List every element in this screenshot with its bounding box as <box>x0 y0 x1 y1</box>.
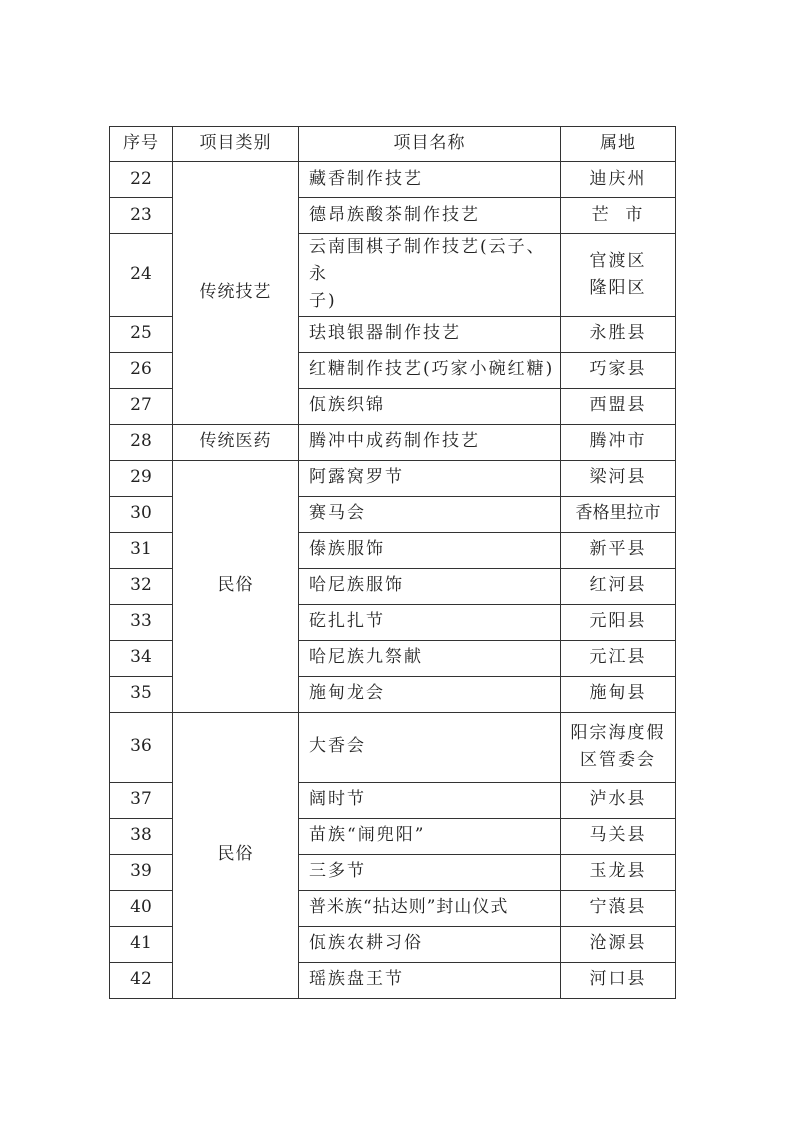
project-name: 佤族织锦 <box>299 388 561 424</box>
project-name: 腾冲中成药制作技艺 <box>299 424 561 460</box>
row-index: 34 <box>110 640 173 676</box>
header-project-name: 项目名称 <box>299 127 561 162</box>
row-index: 33 <box>110 604 173 640</box>
locality: 梁河县 <box>561 460 676 496</box>
locality-line: 区管委会 <box>580 750 656 771</box>
row-index: 30 <box>110 496 173 532</box>
locality: 芒 市 <box>561 198 676 234</box>
locality-line: 阳宗海度假 <box>570 722 666 743</box>
row-index: 41 <box>110 926 173 962</box>
locality: 腾冲市 <box>561 424 676 460</box>
locality: 玉龙县 <box>561 854 676 890</box>
table-row <box>110 424 676 460</box>
locality <box>561 712 676 782</box>
locality: 施甸县 <box>561 676 676 712</box>
row-index: 22 <box>110 162 173 198</box>
row-index: 24 <box>110 234 173 317</box>
locality: 新平县 <box>561 532 676 568</box>
project-name: 哈尼族服饰 <box>299 568 561 604</box>
project-name-line: 子) <box>309 291 337 312</box>
row-index: 26 <box>110 352 173 388</box>
header-locality: 属地 <box>561 127 676 162</box>
locality: 沧源县 <box>561 926 676 962</box>
table-row <box>110 712 676 782</box>
row-index: 36 <box>110 712 173 782</box>
project-name-line: 云南围棋子制作技艺(云子、永 <box>309 237 546 285</box>
locality: 西盟县 <box>561 388 676 424</box>
row-index: 40 <box>110 890 173 926</box>
row-index: 37 <box>110 782 173 818</box>
project-name: 瑶族盘王节 <box>299 962 561 998</box>
category-cell: 民俗 <box>173 460 299 712</box>
project-name: 德昂族酸茶制作技艺 <box>299 198 561 234</box>
project-name: 普米族“拈达则”封山仪式 <box>299 890 561 926</box>
row-index: 39 <box>110 854 173 890</box>
row-index: 42 <box>110 962 173 998</box>
project-name: 三多节 <box>299 854 561 890</box>
project-name <box>299 234 561 317</box>
locality: 宁蒗县 <box>561 890 676 926</box>
locality-line: 官渡区 <box>589 250 647 271</box>
project-name: 施甸龙会 <box>299 676 561 712</box>
row-index: 23 <box>110 198 173 234</box>
heritage-project-table <box>109 126 676 999</box>
project-name: 佤族农耕习俗 <box>299 926 561 962</box>
row-index: 28 <box>110 424 173 460</box>
header-index: 序号 <box>110 127 173 162</box>
locality-line: 隆阳区 <box>589 277 647 298</box>
row-index: 27 <box>110 388 173 424</box>
table-header-row <box>110 127 676 162</box>
row-index: 31 <box>110 532 173 568</box>
project-name: 阿露窝罗节 <box>299 460 561 496</box>
project-name: 哈尼族九祭献 <box>299 640 561 676</box>
category-cell: 传统医药 <box>173 424 299 460</box>
table-row <box>110 460 676 496</box>
project-name: 矻扎扎节 <box>299 604 561 640</box>
locality: 香格里拉市 <box>561 496 676 532</box>
locality <box>561 234 676 317</box>
project-name: 傣族服饰 <box>299 532 561 568</box>
locality: 马关县 <box>561 818 676 854</box>
project-name: 苗族“闹兜阳” <box>299 818 561 854</box>
project-name: 藏香制作技艺 <box>299 162 561 198</box>
row-index: 25 <box>110 316 173 352</box>
row-index: 38 <box>110 818 173 854</box>
locality: 泸水县 <box>561 782 676 818</box>
project-name: 珐琅银器制作技艺 <box>299 316 561 352</box>
project-name: 赛马会 <box>299 496 561 532</box>
category-cell: 传统技艺 <box>173 162 299 425</box>
row-index: 29 <box>110 460 173 496</box>
project-name: 大香会 <box>299 712 561 782</box>
project-name: 红糖制作技艺(巧家小碗红糖) <box>299 352 561 388</box>
locality: 迪庆州 <box>561 162 676 198</box>
locality: 永胜县 <box>561 316 676 352</box>
locality: 红河县 <box>561 568 676 604</box>
locality: 元江县 <box>561 640 676 676</box>
row-index: 32 <box>110 568 173 604</box>
project-name: 阔时节 <box>299 782 561 818</box>
table-row <box>110 162 676 198</box>
header-category: 项目类别 <box>173 127 299 162</box>
category-cell: 民俗 <box>173 712 299 998</box>
locality: 河口县 <box>561 962 676 998</box>
locality: 巧家县 <box>561 352 676 388</box>
row-index: 35 <box>110 676 173 712</box>
locality: 元阳县 <box>561 604 676 640</box>
